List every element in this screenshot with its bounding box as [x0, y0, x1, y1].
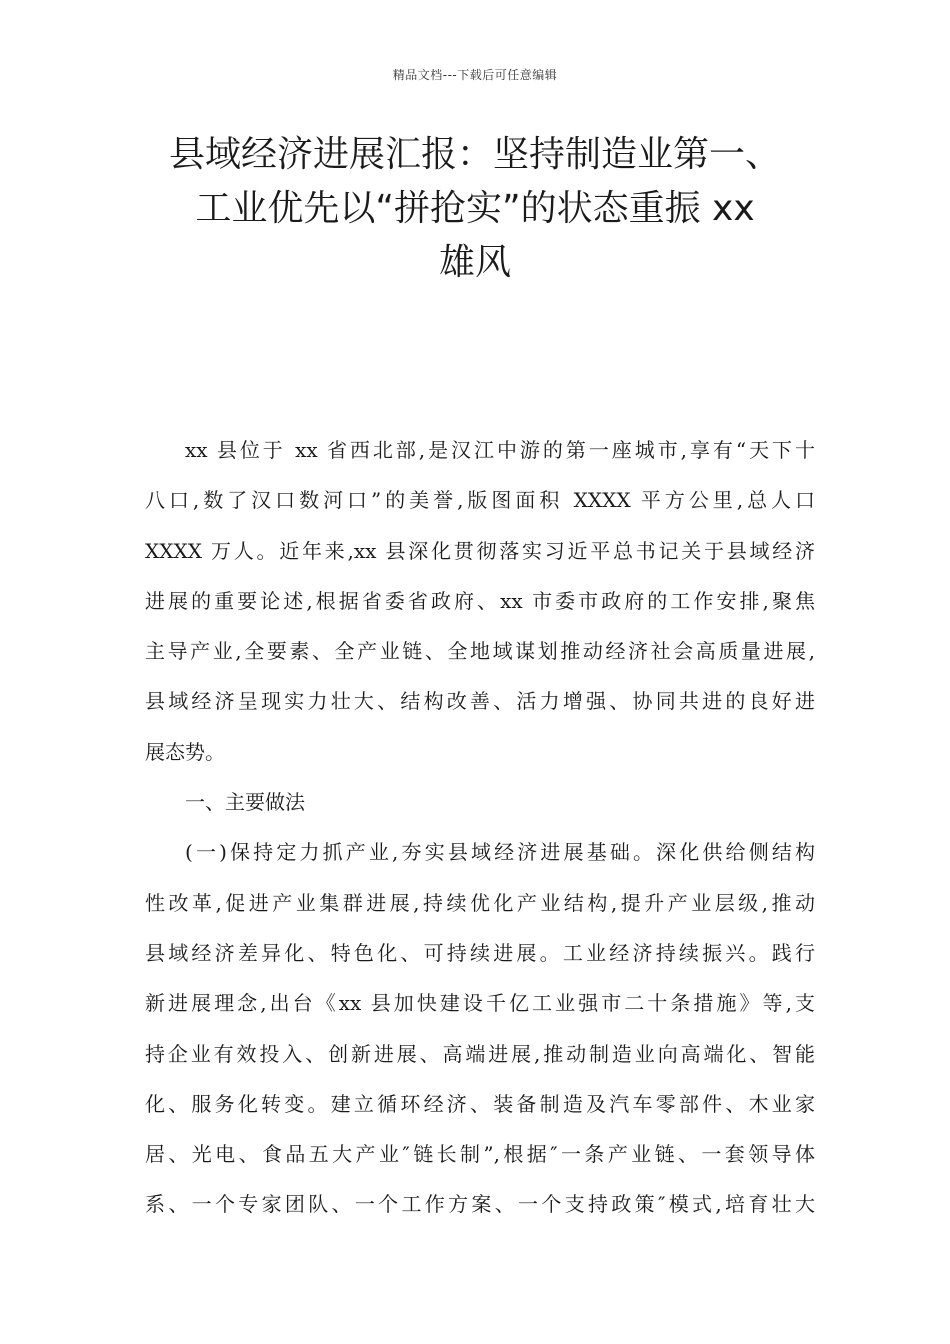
document-body — [145, 425, 815, 1230]
paragraph-section-1 — [145, 827, 815, 1229]
title-line: 工业优先以“拼抢实”的状态重振 xx — [195, 188, 755, 229]
text-line: 进展的重要论述,根据省委省政府、xx 市委市政府的工作安排,聚焦 — [145, 588, 815, 613]
paragraph-intro — [145, 425, 815, 777]
text-line: XXXX 万人。近年来,xx 县深化贯彻落实习近平总书记关于县域经济 — [145, 538, 815, 563]
section-heading — [145, 777, 815, 827]
text-line: 持企业有效投入、创新进展、高端进展,推动制造业向高端化、智能 — [145, 1041, 815, 1066]
title-line: 雄风 — [438, 242, 511, 283]
text-line: 展态势。 — [145, 739, 225, 764]
text-line: 性改革,促进产业集群进展,持续优化产业结构,提升产业层级,推动 — [145, 890, 815, 915]
text-line: 一、主要做法 — [185, 790, 305, 815]
text-line: 化、服务化转变。建立循环经济、装备制造及汽车零部件、木业家 — [145, 1091, 815, 1116]
text-line: 新进展理念,出台《xx 县加快建设千亿工业强市二十条措施》等,支 — [145, 991, 815, 1016]
document-title — [120, 128, 830, 290]
text-line: 县域经济差异化、特色化、可持续进展。工业经济持续振兴。践行 — [145, 940, 815, 965]
text-line: 八口,数了汉口数河口”的美誉,版图面积 XXXX 平方公里,总人口 — [145, 488, 815, 513]
header-note: 精品文档---下载后可任意编辑 — [392, 68, 558, 82]
text-line: (一)保持定力抓产业,夯实县域经济进展基础。深化供给侧结构 — [185, 840, 815, 865]
title-line: 县域经济进展汇报：坚持制造业第一、 — [168, 134, 781, 175]
text-line: 居、光电、食品五大产业″链长制”,根据″一条产业链、一套领导体 — [145, 1142, 815, 1167]
text-line: 县域经济呈现实力壮大、结构改善、活力增强、协同共进的良好进 — [145, 689, 815, 714]
text-line: 系、一个专家团队、一个工作方案、一个支持政策″模式,培育壮大 — [145, 1192, 815, 1217]
text-line: 主导产业,全要素、全产业链、全地域谋划推动经济社会高质量进展, — [145, 639, 815, 664]
text-line: xx 县位于 xx 省西北部,是汉江中游的第一座城市,享有“天下十 — [185, 438, 815, 462]
